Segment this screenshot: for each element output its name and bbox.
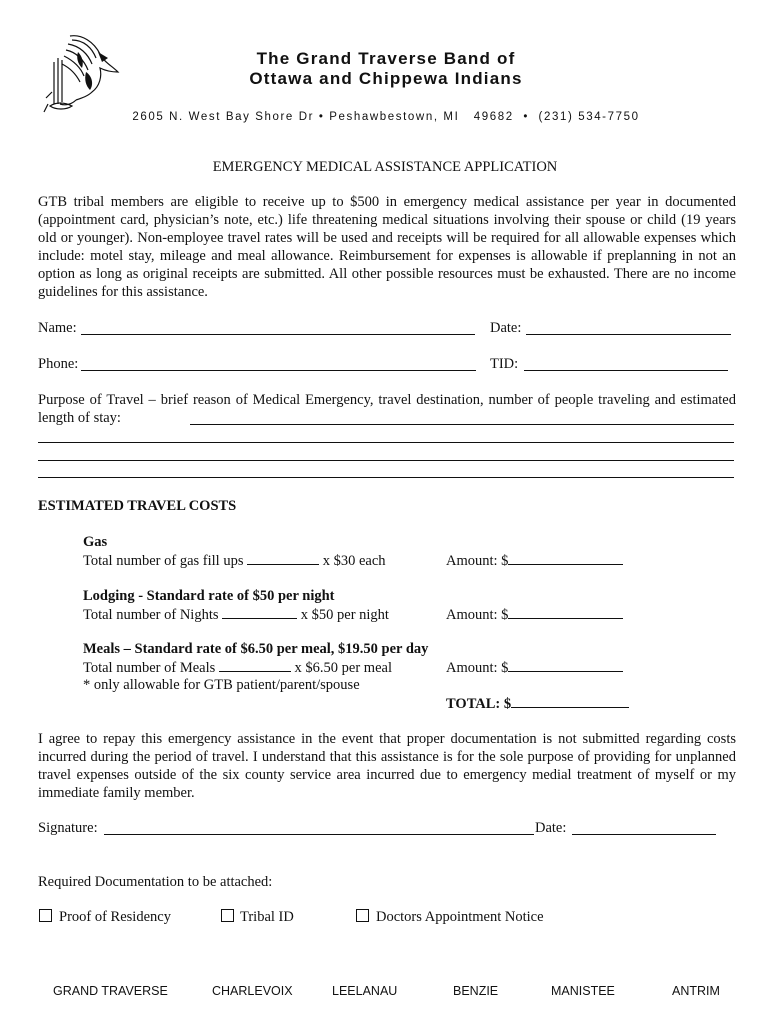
tribal-id-checkbox[interactable]	[221, 909, 234, 922]
tribal-id-label: Tribal ID	[240, 909, 294, 925]
intro-paragraph: GTB tribal members are eligible to receive up to $500 in emergency medical assistance per year in documented (appointment card, physician’s note, etc.) life threatening medical situations involving their spouse or child (19 years old or younger). Non-employee travel rates will be used and receipts will be required for all allowable expenses which include: motel stay, mileage and meal allowance. Reimbursement for expenses is allowable if preplanning in not an option as long as original receipts are submitted. All other possible resources must be exhausted. There are no income guidelines for this assistance.	[38, 194, 736, 300]
proof-of-residency-label: Proof of Residency	[59, 909, 171, 925]
county-antrim: ANTRIM	[672, 984, 720, 998]
organization-title	[200, 49, 572, 89]
meals-amount-field[interactable]	[508, 659, 623, 672]
documentation-label: Required Documentation to be attached:	[38, 874, 273, 890]
tid-field[interactable]	[524, 370, 728, 371]
phone-label: Phone:	[38, 356, 79, 372]
meals-line-prefix: Total number of Meals	[83, 660, 216, 676]
doctors-appointment-checkbox[interactable]	[356, 909, 369, 922]
county-charlevoix: CHARLEVOIX	[212, 984, 293, 998]
meals-line	[83, 659, 392, 677]
county-grand-traverse: GRAND TRAVERSE	[53, 984, 168, 998]
lodging-rate: x $50 per night	[300, 607, 389, 623]
name-label: Name:	[38, 320, 77, 336]
gas-title: Gas	[83, 534, 108, 550]
meals-note: * only allowable for GTB patient/parent/spouse	[83, 677, 360, 693]
total-field[interactable]	[511, 695, 629, 708]
lodging-title: Lodging - Standard rate of $50 per night	[83, 588, 335, 604]
proof-of-residency-checkbox[interactable]	[39, 909, 52, 922]
agreement-paragraph: I agree to repay this emergency assistance in the event that proper documentation is not submitted regarding costs incurred during the period of travel. I understand that this assistance is for the sole purpose of providing for unplanned travel expenses outside of the six county service area incurred due to emergency medial treatment of myself or my immediate family member.	[38, 731, 736, 801]
form-title: EMERGENCY MEDICAL ASSISTANCE APPLICATION	[212, 159, 558, 175]
purpose-field-line-1[interactable]	[190, 424, 734, 425]
gas-amount-field[interactable]	[508, 552, 623, 565]
date-field[interactable]	[526, 334, 731, 335]
gas-line	[83, 552, 386, 570]
total-label: TOTAL: $	[446, 696, 512, 712]
organization-title-line2: Ottawa and Chippewa Indians	[249, 69, 523, 88]
purpose-field-line-3[interactable]	[38, 460, 734, 461]
meals-amount	[446, 659, 623, 677]
total-amount	[446, 695, 629, 713]
county-leelanau: LEELANAU	[332, 984, 398, 998]
date-label: Date:	[490, 320, 522, 336]
doctors-appointment-label: Doctors Appointment Notice	[376, 909, 544, 925]
lodging-amount	[446, 606, 623, 624]
lodging-line	[83, 606, 389, 624]
gas-amount	[446, 552, 623, 570]
meals-rate: x $6.50 per meal	[294, 660, 392, 676]
meals-amount-label: Amount: $	[446, 660, 509, 676]
lodging-nights-field[interactable]	[222, 606, 297, 619]
purpose-field-line-2[interactable]	[38, 442, 734, 443]
name-field[interactable]	[81, 334, 475, 335]
organization-title-line1: The Grand Traverse Band of	[256, 49, 516, 68]
gas-rate: x $30 each	[322, 553, 386, 569]
gas-line-prefix: Total number of gas fill ups	[83, 553, 244, 569]
purpose-field-line-4[interactable]	[38, 477, 734, 478]
organization-address: 2605 N. West Bay Shore Dr • Peshawbestown, MI 49682 • (231) 534-7750	[132, 111, 640, 123]
phone-field[interactable]	[81, 370, 476, 371]
signature-date-label: Date:	[535, 820, 567, 836]
lodging-line-prefix: Total number of Nights	[83, 607, 219, 623]
meals-count-field[interactable]	[219, 659, 291, 672]
gas-amount-label: Amount: $	[446, 553, 509, 569]
meals-title: Meals – Standard rate of $6.50 per meal, $19.50 per day	[83, 641, 429, 657]
tribal-logo-icon	[42, 32, 124, 116]
purpose-label: Purpose of Travel – brief reason of Medical Emergency, travel destination, number of people traveling and estimated length of stay:	[38, 392, 736, 426]
travel-costs-heading: ESTIMATED TRAVEL COSTS	[38, 498, 237, 514]
lodging-amount-label: Amount: $	[446, 607, 509, 623]
lodging-amount-field[interactable]	[508, 606, 623, 619]
county-benzie: BENZIE	[453, 984, 499, 998]
gas-fill-ups-field[interactable]	[247, 552, 319, 565]
signature-field[interactable]	[104, 834, 534, 835]
signature-label: Signature:	[38, 820, 98, 836]
tid-label: TID:	[490, 356, 519, 372]
signature-date-field[interactable]	[572, 834, 716, 835]
county-manistee: MANISTEE	[551, 984, 615, 998]
